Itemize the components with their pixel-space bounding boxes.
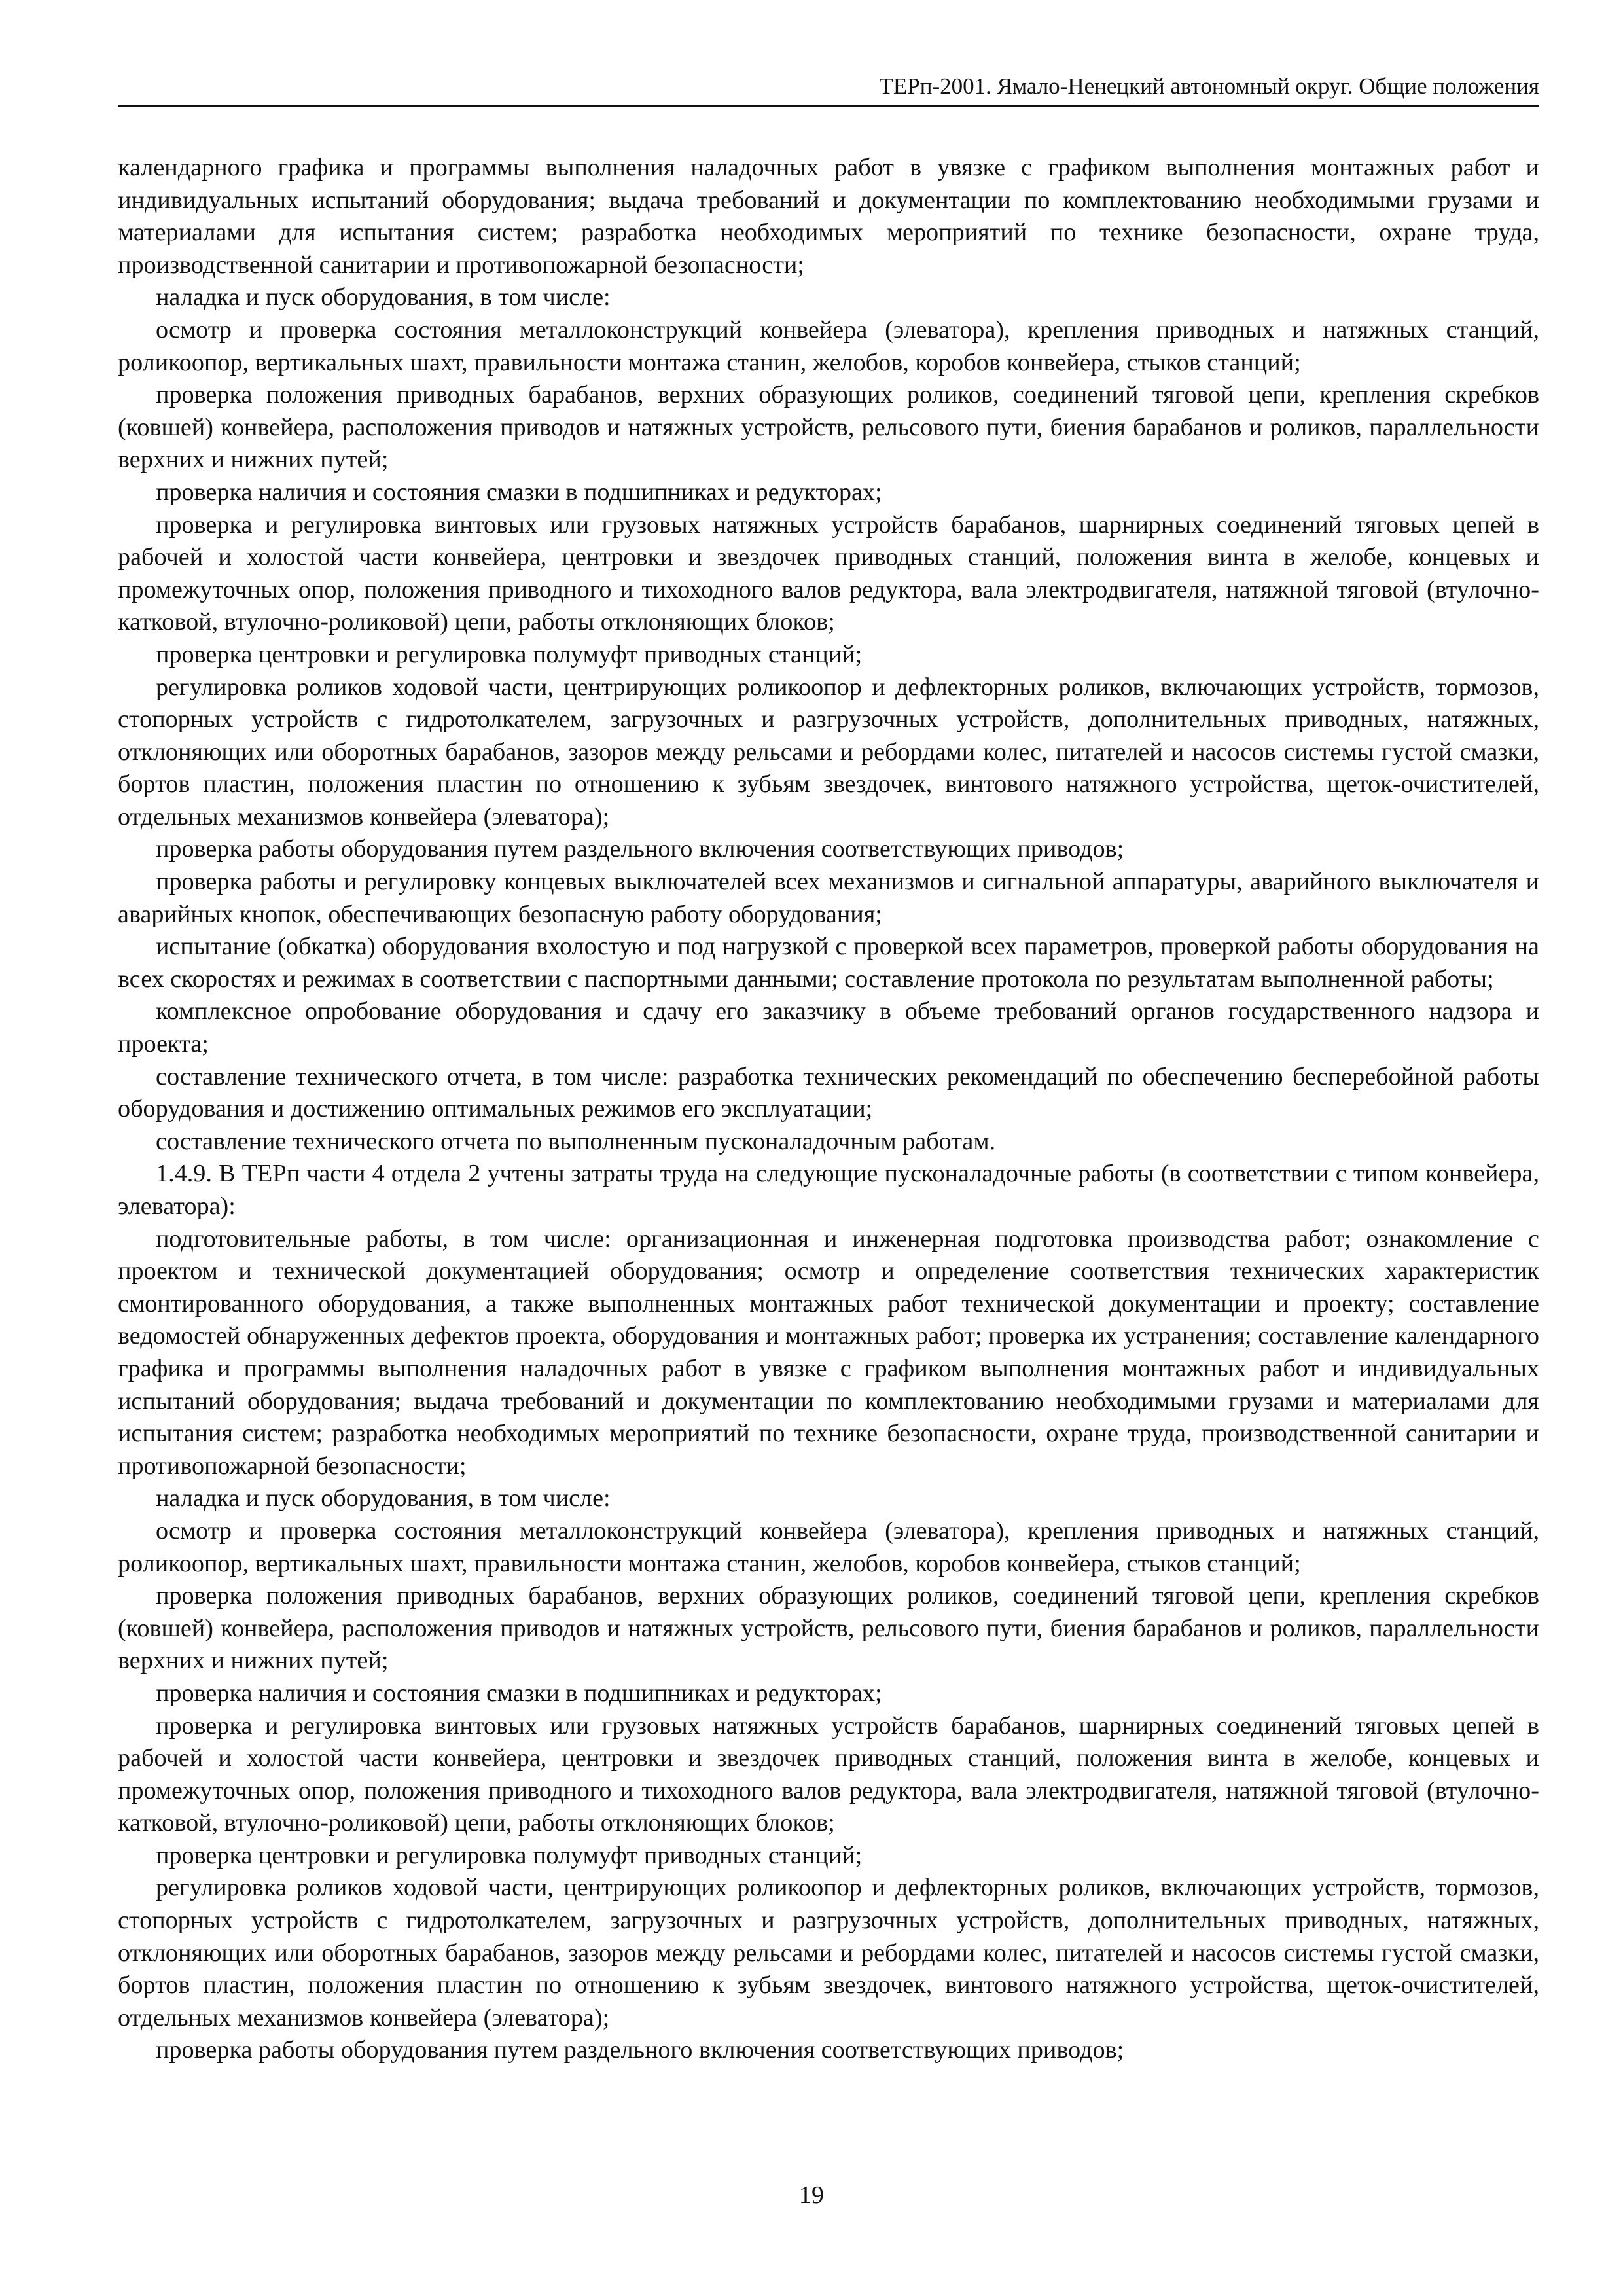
paragraph: наладка и пуск оборудования, в том числе: bbox=[156, 283, 611, 312]
body-text bbox=[118, 152, 1539, 2067]
paragraph: осмотр и проверка состояния металлоконструкций конвейера (элеватора), крепления приводных и натяжных станций, роликоопор, вертикальных шахт, правильности монтажа станин, желобов, коробов конвейера, стыков станций; bbox=[118, 315, 1539, 376]
paragraph: проверка работы оборудования путем раздельного включения соответствующих приводов; bbox=[156, 835, 1124, 863]
paragraph: проверка центровки и регулировка полумуфт приводных станций; bbox=[156, 1841, 863, 1869]
paragraph: наладка и пуск оборудования, в том числе: bbox=[156, 1484, 611, 1513]
paragraph: проверка и регулировка винтовых или грузовых натяжных устройств барабанов, шарнирных соединений тяговых цепей в рабочей и холостой части конвейера, центровки и звездочек приводных станций, положения винта в желобе, концевых и промежуточных опор, положения приводного и тихоходного валов редуктора, вала электродвигателя, натяжной тяговой (втулочно-катковой, втулочно-роликовой) цепи, работы отклоняющих блоков; bbox=[118, 1712, 1539, 1837]
paragraph: составление технического отчета по выполненным пусконаладочным работам. bbox=[156, 1127, 996, 1155]
paragraph: календарного графика и программы выполнения наладочных работ в увязке с графиком выполнения монтажных работ и индивидуальных испытаний оборудования; выдача требований и документации по комплектованию необходимыми грузами и материалами для испытания систем; разработка необходимых мероприятий по технике безопасности, охране труда, производственной санитарии и противопожарной безопасности; bbox=[118, 154, 1539, 279]
paragraph: комплексное опробование оборудования и сдачу его заказчику в объеме требований органов государственного надзора и проекта; bbox=[118, 997, 1539, 1058]
paragraph: проверка наличия и состояния смазки в подшипниках и редукторах; bbox=[156, 478, 882, 506]
paragraph: проверка работы и регулировку концевых выключателей всех механизмов и сигнальной аппаратуры, аварийного выключателя и аварийных кнопок, обеспечивающих безопасную работу оборудования; bbox=[118, 868, 1539, 928]
header-rule bbox=[118, 105, 1539, 107]
paragraph: проверка положения приводных барабанов, верхних образующих роликов, соединений тяговой цепи, крепления скребков (ковшей) конвейера, расположения приводов и натяжных устройств, рельсового пути, биения барабанов и роликов, параллельности верхних и нижних путей; bbox=[118, 1582, 1539, 1675]
paragraph: осмотр и проверка состояния металлоконструкций конвейера (элеватора), крепления приводных и натяжных станций, роликоопор, вертикальных шахт, правильности монтажа станин, желобов, коробов конвейера, стыков станций; bbox=[118, 1516, 1539, 1577]
paragraph: проверка положения приводных барабанов, верхних образующих роликов, соединений тяговой цепи, крепления скребков (ковшей) конвейера, расположения приводов и натяжных устройств, рельсового пути, биения барабанов и роликов, параллельности верхних и нижних путей; bbox=[118, 381, 1539, 474]
paragraph: проверка наличия и состояния смазки в подшипниках и редукторах; bbox=[156, 1679, 882, 1707]
running-header: ТЕРп-2001. Ямало-Ненецкий автономный округ. Общие положения bbox=[879, 73, 1539, 99]
paragraph: проверка работы оборудования путем раздельного включения соответствующих приводов; bbox=[156, 2036, 1124, 2064]
paragraph: регулировка роликов ходовой части, центрирующих роликоопор и дефлекторных роликов, включающих устройств, тормозов, стопорных устройств с гидротолкателем, загрузочных и разгрузочных устройств, дополнительных приводных, натяжных, отклоняющих или оборотных барабанов, зазоров между рельсами и ребордами колес, питателей и насосов системы густой смазки, бортов пластин, положения пластин по отношению к зубьям звездочек, винтового натяжного устройства, щеток-очистителей, отдельных механизмов конвейера (элеватора); bbox=[118, 1874, 1539, 2032]
paragraph: проверка центровки и регулировка полумуфт приводных станций; bbox=[156, 640, 863, 668]
paragraph: испытание (обкатка) оборудования вхолостую и под нагрузкой с проверкой всех параметров, проверкой работы оборудования на всех скоростях и режимах в соответствии с паспортными данными; составление протокола по результатам выполненной работы; bbox=[118, 933, 1539, 993]
paragraph: составление технического отчета, в том числе: разработка технических рекомендаций по обеспечению бесперебойной работы оборудования и достижению оптимальных режимов его эксплуатации; bbox=[118, 1062, 1539, 1123]
paragraph: подготовительные работы, в том числе: организационная и инженерная подготовка производства работ; ознакомление с проектом и технической документацией оборудования; осмотр и определение соответствия технических характеристик смонтированного оборудования, а также выполненных монтажных работ технической документации и проекту; составление ведомостей обнаруженных дефектов проекта, оборудования и монтажных работ; проверка их устранения; составление календарного графика и программы выполнения наладочных работ в увязке с графиком выполнения монтажных работ и индивидуальных испытаний оборудования; выдача требований и документации по комплектованию необходимыми грузами и материалами для испытания систем; разработка необходимых мероприятий по технике безопасности, охране труда, производственной санитарии и противопожарной безопасности; bbox=[118, 1225, 1539, 1480]
paragraph: регулировка роликов ходовой части, центрирующих роликоопор и дефлекторных роликов, включающих устройств, тормозов, стопорных устройств с гидротолкателем, загрузочных и разгрузочных устройств, дополнительных приводных, натяжных, отклоняющих или оборотных барабанов, зазоров между рельсами и ребордами колес, питателей и насосов системы густой смазки, бортов пластин, положения пластин по отношению к зубьям звездочек, винтового натяжного устройства, щеток-очистителей, отдельных механизмов конвейера (элеватора); bbox=[118, 673, 1539, 831]
paragraph: проверка и регулировка винтовых или грузовых натяжных устройств барабанов, шарнирных соединений тяговых цепей в рабочей и холостой части конвейера, центровки и звездочек приводных станций, положения винта в желобе, концевых и промежуточных опор, положения приводного и тихоходного валов редуктора, вала электродвигателя, натяжной тяговой (втулочно-катковой, втулочно-роликовой) цепи, работы отклоняющих блоков; bbox=[118, 511, 1539, 636]
section-paragraph-1-4-9: 1.4.9. В ТЕРп части 4 отдела 2 учтены затраты труда на следующие пусконаладочные работы (в соответствии с типом конвейера, элеватора): bbox=[118, 1160, 1539, 1220]
page-number: 19 bbox=[799, 2181, 824, 2209]
